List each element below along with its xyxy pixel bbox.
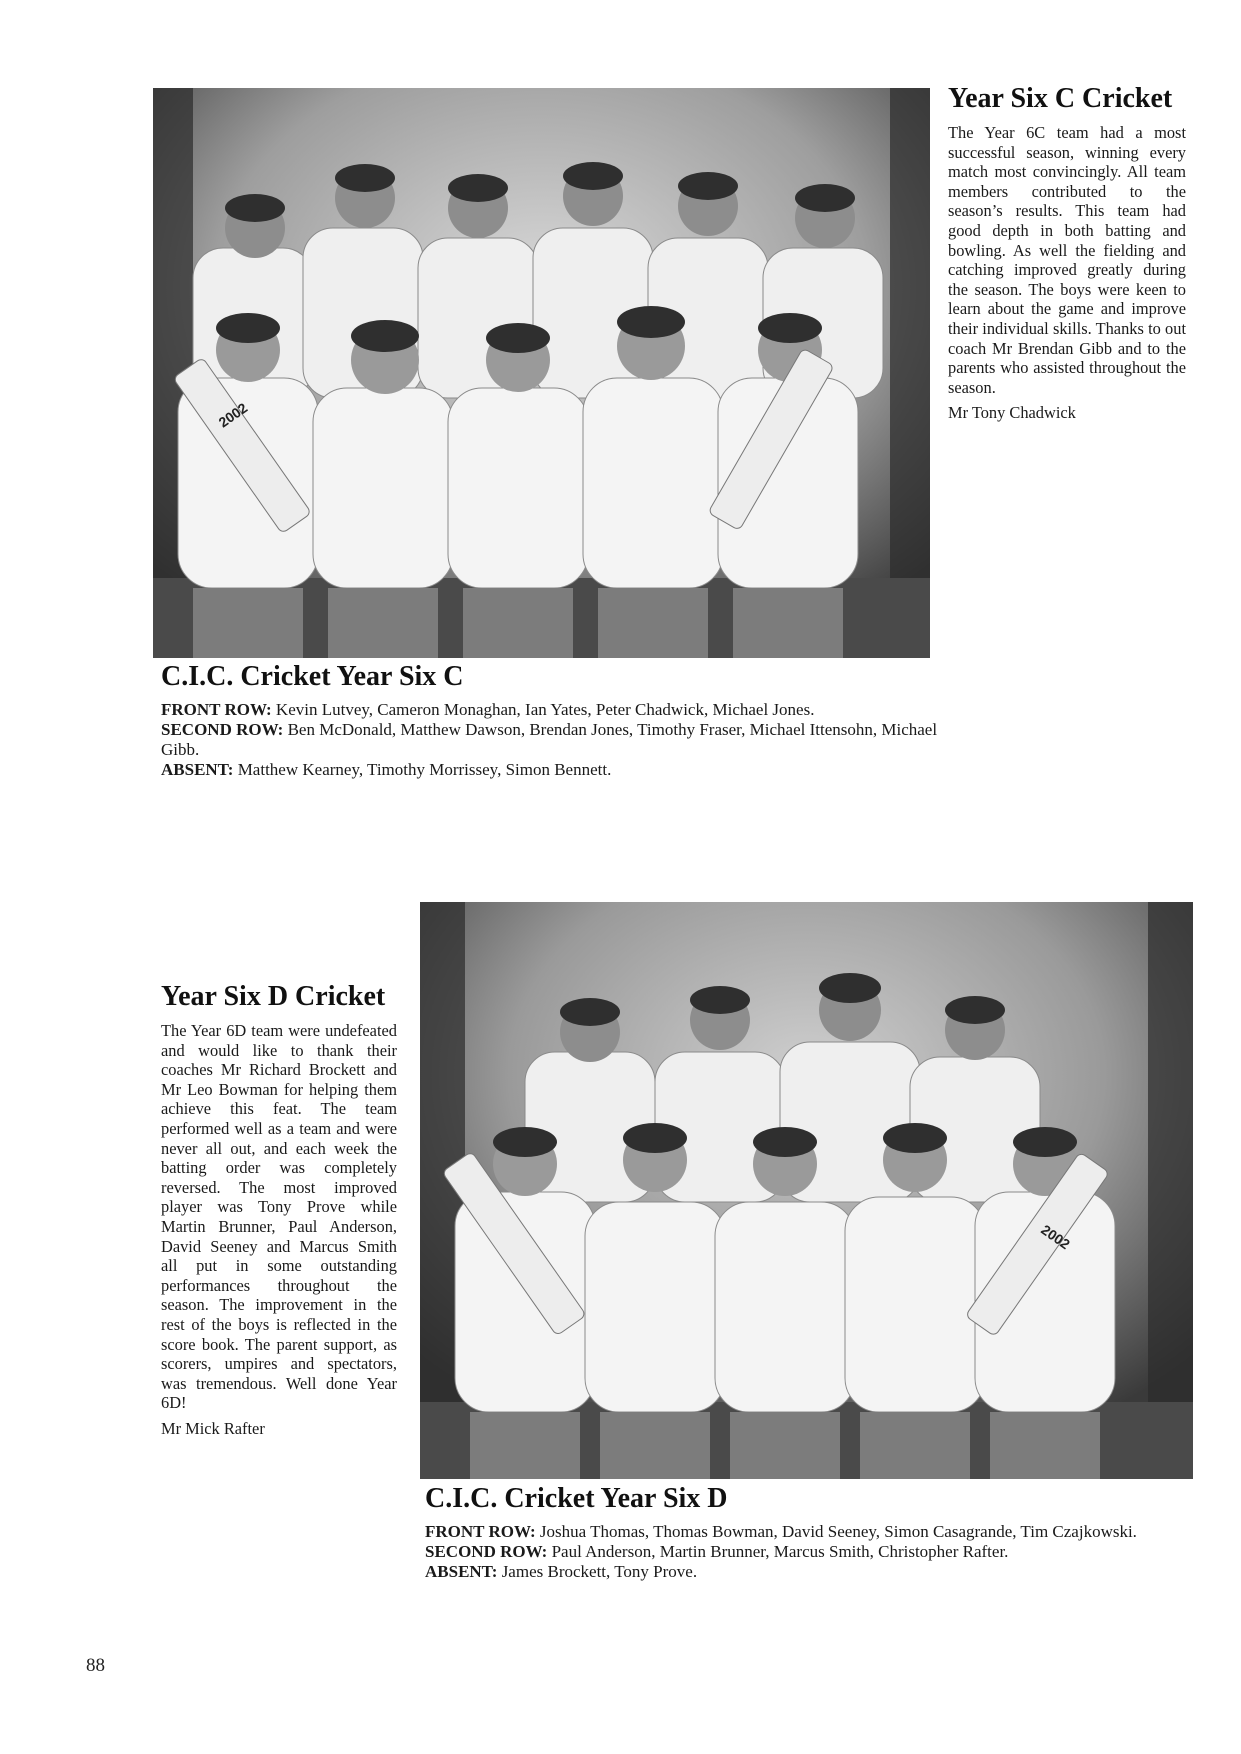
report-body-d: The Year 6D team were undefeated and would like to thank their coaches Mr Richard Brockett and Mr Leo Bowman for helping them achieve this feat. The team performed well as a team and were never all out, and each week the batting order was completely reversed. The most improved player was Tony Prove while Martin Brunner, Paul Anderson, David Seeney and Marcus Smith all put in some outstanding performances throughout the season. The improvement in the rest of the boys is reflected in the score book. The parent support, as scorers, umpires and spectators, was tremendous. Well done Year 6D! [161, 1021, 397, 1413]
caption-names: Joshua Thomas, Thomas Bowman, David Seeney, Simon Casagrande, Tim Czajkowski. [539, 1522, 1137, 1541]
report-body-c: The Year 6C team had a most successful season, winning every match most convincingly. All team members contributed to the season’s results. This team had good depth in both batting and bowling. As well the fielding and catching improved greatly during the season. The boys were keen to learn about the game and improve their individual skills. Thanks to out coach Mr Brendan Gibb and to the parents who assisted throughout the season. [948, 123, 1186, 397]
page-number: 88 [86, 1655, 105, 1676]
caption-label: SECOND ROW: [425, 1542, 548, 1561]
team-photo-year-six-c [153, 88, 930, 658]
caption-label: FRONT ROW: [161, 700, 272, 719]
caption-year-six-c [161, 662, 951, 780]
caption-second-row-c [161, 720, 951, 760]
caption-names: James Brockett, Tony Prove. [501, 1562, 698, 1581]
caption-front-row-d [425, 1522, 1205, 1542]
caption-front-row-c [161, 700, 951, 720]
caption-names: Ben McDonald, Matthew Dawson, Brendan Jones, Timothy Fraser, Michael Ittensohn, Michael Gibb. [161, 720, 938, 759]
caption-title-c: C.I.C. Cricket Year Six C [161, 661, 464, 692]
caption-names: Kevin Lutvey, Cameron Monaghan, Ian Yates, Peter Chadwick, Michael Jones. [275, 700, 815, 719]
caption-label: ABSENT: [425, 1562, 498, 1581]
bat-text-c: 2002 [215, 399, 251, 431]
caption-label: ABSENT: [161, 760, 234, 779]
caption-label: FRONT ROW: [425, 1522, 536, 1541]
caption-absent-d [425, 1562, 1205, 1582]
team-photo-year-six-c-image [153, 88, 930, 658]
caption-second-row-d [425, 1542, 1205, 1562]
bat-text-d: 2002 [1038, 1221, 1073, 1253]
report-title-c: Year Six C Cricket [948, 83, 1173, 114]
caption-names: Paul Anderson, Martin Brunner, Marcus Smith, Christopher Rafter. [551, 1542, 1009, 1561]
report-title-d: Year Six D Cricket [161, 981, 386, 1012]
report-year-six-d [161, 982, 397, 1438]
caption-label: SECOND ROW: [161, 720, 284, 739]
report-author-d: Mr Mick Rafter [161, 1418, 265, 1438]
caption-title-d: C.I.C. Cricket Year Six D [425, 1483, 728, 1514]
caption-year-six-d [425, 1484, 1205, 1582]
report-year-six-c [948, 84, 1186, 423]
report-author-c: Mr Tony Chadwick [948, 403, 1076, 423]
team-photo-year-six-d-image [420, 902, 1193, 1479]
caption-absent-c [161, 760, 951, 780]
caption-names: Matthew Kearney, Timothy Morrissey, Simon Bennett. [237, 760, 612, 779]
team-photo-year-six-d [420, 902, 1193, 1479]
